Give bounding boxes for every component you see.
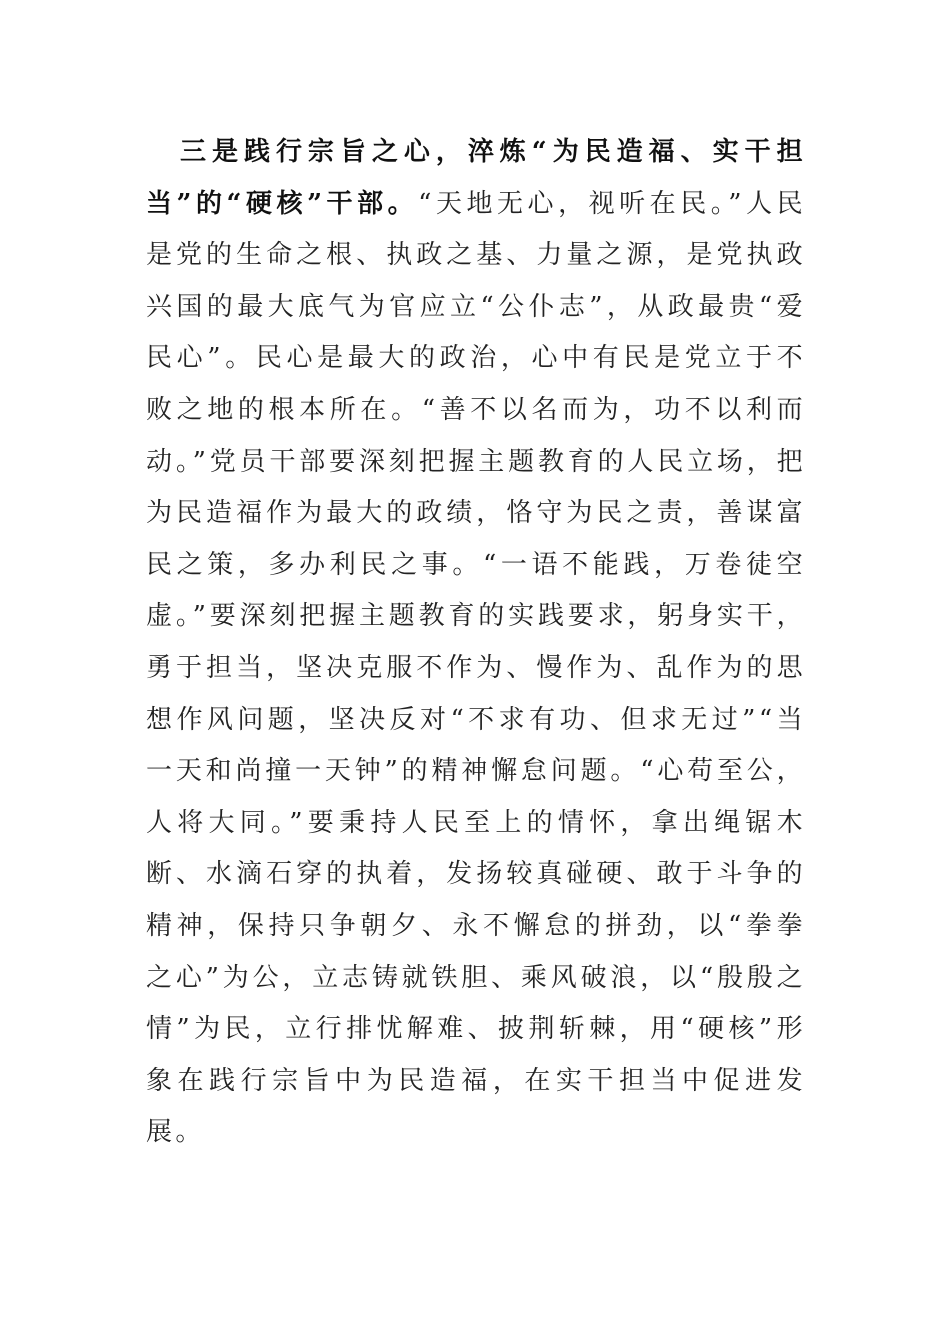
- lead-sentence: 三是践行宗旨之心，淬炼“为民造福、实干担当”的“硬核”干部。: [146, 137, 806, 219]
- body-paragraph: [146, 127, 806, 1159]
- body-text: “天地无心，视听在民。”人民是党的生命之根、执政之基、力量之源，是党执政兴国的最大底气为官应立“公仆志”，从政最贵“爱民心”。民心是最大的政治，心中有民是党立于不败之地的根本所在。“善不以名而为，功不以利而动。”党员干部要深刻把握主题教育的人民立场，把为民造福作为最大的政绩，恪守为民之责，善谋富民之策，多办利民之事。“一语不能践，万卷徒空虚。”要深刻把握主题教育的实践要求，躬身实干，勇于担当，坚决克服不作为、慢作为、乱作为的思想作风问题，坚决反对“不求有功、但求无过”“当一天和尚撞一天钟”的精神懈怠问题。“心苟至公，人将大同。”要秉持人民至上的情怀，拿出绳锯木断、水滴石穿的执着，发扬较真碰硬、敢于斗争的精神，保持只争朝夕、永不懈怠的拼劲，以“拳拳之心”为公，立志铸就铁胆、乘风破浪，以“殷殷之情”为民，立行排忧解难、披荆斩棘，用“硬核”形象在践行宗旨中为民造福，在实干担当中促进发展。: [146, 188, 807, 1148]
